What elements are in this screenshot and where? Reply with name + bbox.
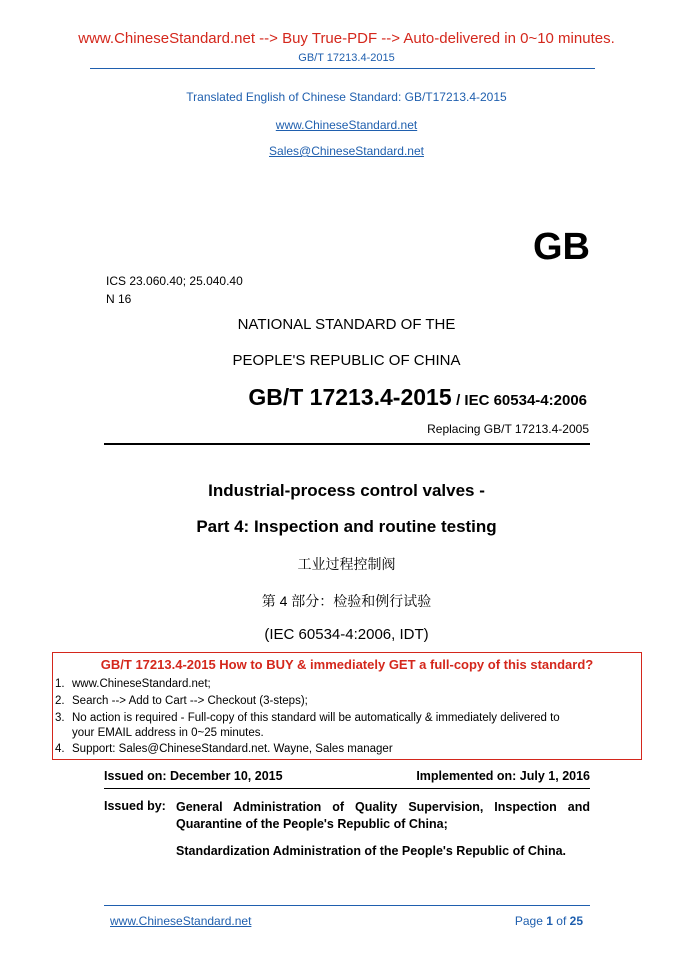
title-chinese-line-1: 工业过程控制阀 — [297, 556, 396, 572]
email-link[interactable]: Sales@ChineseStandard.net — [269, 144, 424, 158]
issued-on-date: Issued on: December 10, 2015 — [104, 769, 283, 783]
standard-number: GB/T 17213.4-2015 — [248, 384, 452, 410]
buy-heading: GB/T 17213.4-2015 How to BUY & immediately GET a full-copy of this standard? — [100, 657, 594, 672]
title-english-line-1: Industrial-process control valves - — [208, 481, 485, 500]
step-text[interactable]: www.ChineseStandard.net; — [72, 678, 211, 690]
buy-step — [53, 712, 560, 724]
header-divider — [90, 68, 595, 69]
page-of: of — [556, 914, 567, 928]
translated-note: Translated English of Chinese Standard: GB/T17213.4-2015 — [186, 90, 507, 104]
buy-step — [53, 678, 211, 690]
step-number: 3. — [55, 712, 65, 724]
national-standard-line-1: NATIONAL STANDARD OF THE — [237, 316, 456, 333]
iec-equivalent: / IEC 60534-4:2006 — [456, 392, 587, 409]
step-number: 4. — [55, 743, 65, 755]
title-english-line-2: Part 4: Inspection and routine testing — [196, 517, 497, 536]
top-banner: www.ChineseStandard.net --> Buy True-PDF --> Auto-delivered in 0~10 minutes. — [78, 30, 615, 47]
title-divider — [104, 443, 590, 445]
title-chinese-line-2: 第 4 部分：检验和例行试验 — [261, 593, 432, 609]
buy-step — [53, 695, 308, 707]
iec-idt-note: (IEC 60534-4:2006, IDT) — [264, 626, 429, 643]
issued-by-label: Issued by: — [104, 799, 166, 813]
header-standard-code: GB/T 17213.4-2015 — [298, 52, 395, 64]
issue-divider — [104, 788, 590, 789]
step-text: Search --> Add to Cart --> Checkout (3-steps); — [72, 695, 308, 707]
step-text: No action is required - Full-copy of this standard will be automatically & immediately delivered to — [72, 712, 560, 724]
website-link[interactable]: www.ChineseStandard.net — [275, 118, 418, 132]
national-standard-line-2: PEOPLE'S REPUBLIC OF CHINA — [232, 352, 461, 369]
issuer-2: Standardization Administration of the People's Republic of China. — [176, 844, 567, 858]
gb-mark: GB — [533, 226, 590, 268]
footer-website-link[interactable]: www.ChineseStandard.net — [110, 914, 252, 928]
ics-code: ICS 23.060.40; 25.040.40 — [106, 274, 243, 288]
buy-step — [53, 743, 393, 755]
page-current: 1 — [546, 914, 553, 928]
step-text-continued: your EMAIL address in 0~25 minutes. — [72, 727, 264, 739]
footer-divider — [104, 905, 590, 906]
replacing-note: Replacing GB/T 17213.4-2005 — [427, 422, 589, 436]
implemented-on-date: Implemented on: July 1, 2016 — [416, 769, 590, 783]
step-number: 1. — [55, 678, 65, 690]
page-label: Page — [514, 914, 543, 928]
issuer-1: General Administration of Quality Supervision, Inspection and Quarantine of the People's Republic of China; — [176, 800, 590, 831]
step-number: 2. — [55, 695, 65, 707]
ccs-code: N 16 — [106, 292, 132, 306]
page-total: 25 — [569, 914, 583, 928]
page-number — [515, 914, 583, 928]
step-text: Support: Sales@ChineseStandard.net. Wayne, Sales manager — [72, 743, 393, 755]
buy-info-box — [52, 652, 642, 760]
standard-number-line — [248, 384, 587, 411]
